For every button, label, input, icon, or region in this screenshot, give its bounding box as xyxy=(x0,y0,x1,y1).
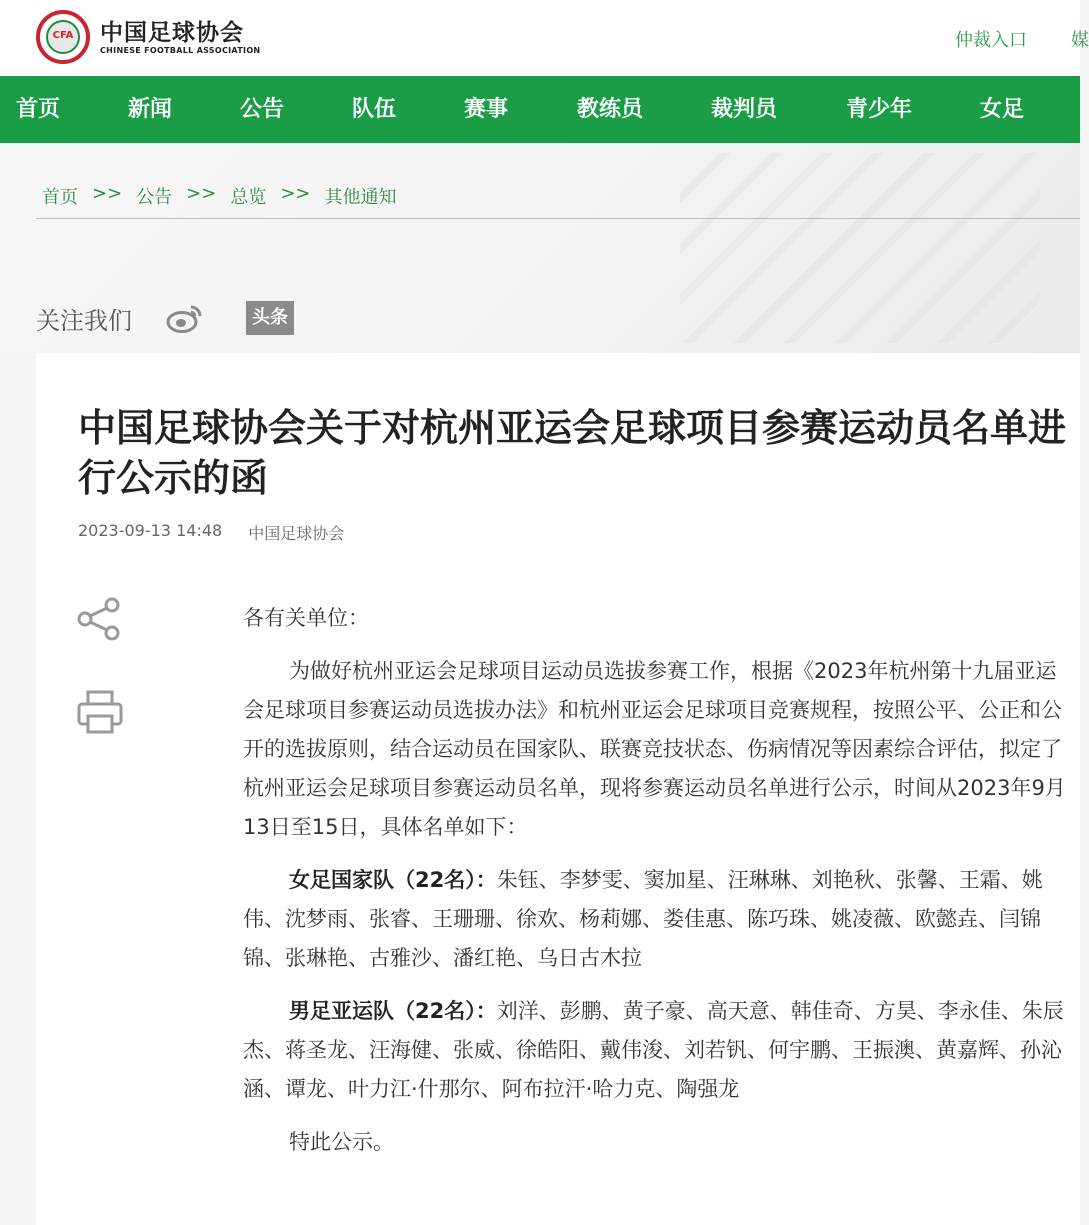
breadcrumb-separator: >> xyxy=(186,183,217,204)
mens-roster-list: 刘洋、彭鹏、黄子豪、高天意、韩佳奇、方昊、李永佳、朱辰杰、蒋圣龙、汪海健、张威、徐皓阳、戴伟浚、刘若钒、何宇鹏、王振澳、黄嘉辉、孙沁涵、谭龙、叶力江·什那尔、阿布拉汗·哈力克、陶强龙 xyxy=(243,999,1064,1101)
arbitration-link[interactable]: 仲裁入口 xyxy=(955,30,1027,51)
toutiao-icon[interactable]: 头条 xyxy=(246,301,294,335)
logo-title-cn: 中国足球协会 xyxy=(100,19,244,46)
share-icon[interactable] xyxy=(76,596,122,642)
logo-title-en: CHINESE FOOTBALL ASSOCIATION xyxy=(100,45,261,55)
womens-roster-list: 朱钰、李梦雯、窦加星、汪琳琳、刘艳秋、张馨、王霜、姚伟、沈梦雨、张睿、王珊珊、徐欢、杨莉娜、娄佳惠、陈巧珠、姚凌薇、欧懿垚、闫锦锦、张琳艳、古雅沙、潘红艳、乌日古木拉 xyxy=(243,868,1043,970)
salutation: 各有关单位： xyxy=(243,606,369,630)
womens-roster xyxy=(243,861,1075,978)
nav-item-teams[interactable]: 队伍 xyxy=(352,97,397,122)
breadcrumb-divider xyxy=(36,218,1080,219)
mens-roster-label: 男足亚运队（22名）： xyxy=(289,999,497,1023)
breadcrumb-home[interactable]: 首页 xyxy=(42,187,78,208)
follow-us-label: 关注我们 xyxy=(36,307,132,335)
main-nav xyxy=(0,76,1080,143)
breadcrumb-overview[interactable]: 总览 xyxy=(230,187,267,208)
nav-item-announcements[interactable]: 公告 xyxy=(240,97,285,122)
article-body xyxy=(243,599,1075,1176)
print-icon[interactable] xyxy=(76,688,124,736)
nav-item-coaches[interactable]: 教练员 xyxy=(577,97,644,122)
nav-item-home[interactable]: 首页 xyxy=(16,97,61,122)
article-date: 2023-09-13 14:48 xyxy=(78,521,223,540)
weibo-icon[interactable] xyxy=(166,303,204,333)
nav-item-youth[interactable]: 青少年 xyxy=(846,97,913,122)
article-card xyxy=(36,353,1080,1225)
breadcrumb-announcements[interactable]: 公告 xyxy=(136,187,173,208)
closing-line: 特此公示。 xyxy=(289,1130,394,1154)
media-link[interactable]: 媒 xyxy=(1071,30,1089,51)
breadcrumb-separator: >> xyxy=(92,183,123,204)
article-title: 中国足球协会关于对杭州亚运会足球项目参赛运动员名单进行公示的函 xyxy=(78,406,1067,500)
article-source: 中国足球协会 xyxy=(248,524,345,543)
cfa-logo[interactable] xyxy=(36,10,260,64)
breadcrumb-section xyxy=(0,143,1080,353)
breadcrumb-other-notices[interactable]: 其他通知 xyxy=(324,187,397,208)
background-pattern xyxy=(680,153,1040,343)
nav-item-news[interactable]: 新闻 xyxy=(128,97,173,122)
cfa-badge-icon xyxy=(36,10,90,64)
womens-roster-label: 女足国家队（22名）： xyxy=(289,868,497,892)
nav-item-womens[interactable]: 女足 xyxy=(980,97,1025,122)
logo-badge-text: CFA xyxy=(52,30,74,41)
intro-paragraph: 为做好杭州亚运会足球项目运动员选拔参赛工作，根据《2023年杭州第十九届亚运会足球项目参赛运动员选拔办法》和杭州亚运会足球项目竞赛规程，按照公平、公正和公开的选拔原则，结合运动员在国家队、联赛竞技状态、伤病情况等因素综合评估，拟定了杭州亚运会足球项目参赛运动员名单，现将参赛运动员名单进行公示，时间从2023年9月13日至15日，具体名单如下： xyxy=(243,659,1066,839)
nav-item-referees[interactable]: 裁判员 xyxy=(711,97,778,122)
nav-item-matches[interactable]: 赛事 xyxy=(464,97,509,122)
breadcrumb-separator: >> xyxy=(280,183,311,204)
article-meta xyxy=(78,521,344,544)
top-header xyxy=(0,0,1089,76)
top-links xyxy=(955,26,1089,52)
breadcrumb xyxy=(42,183,397,209)
mens-roster xyxy=(243,992,1075,1109)
